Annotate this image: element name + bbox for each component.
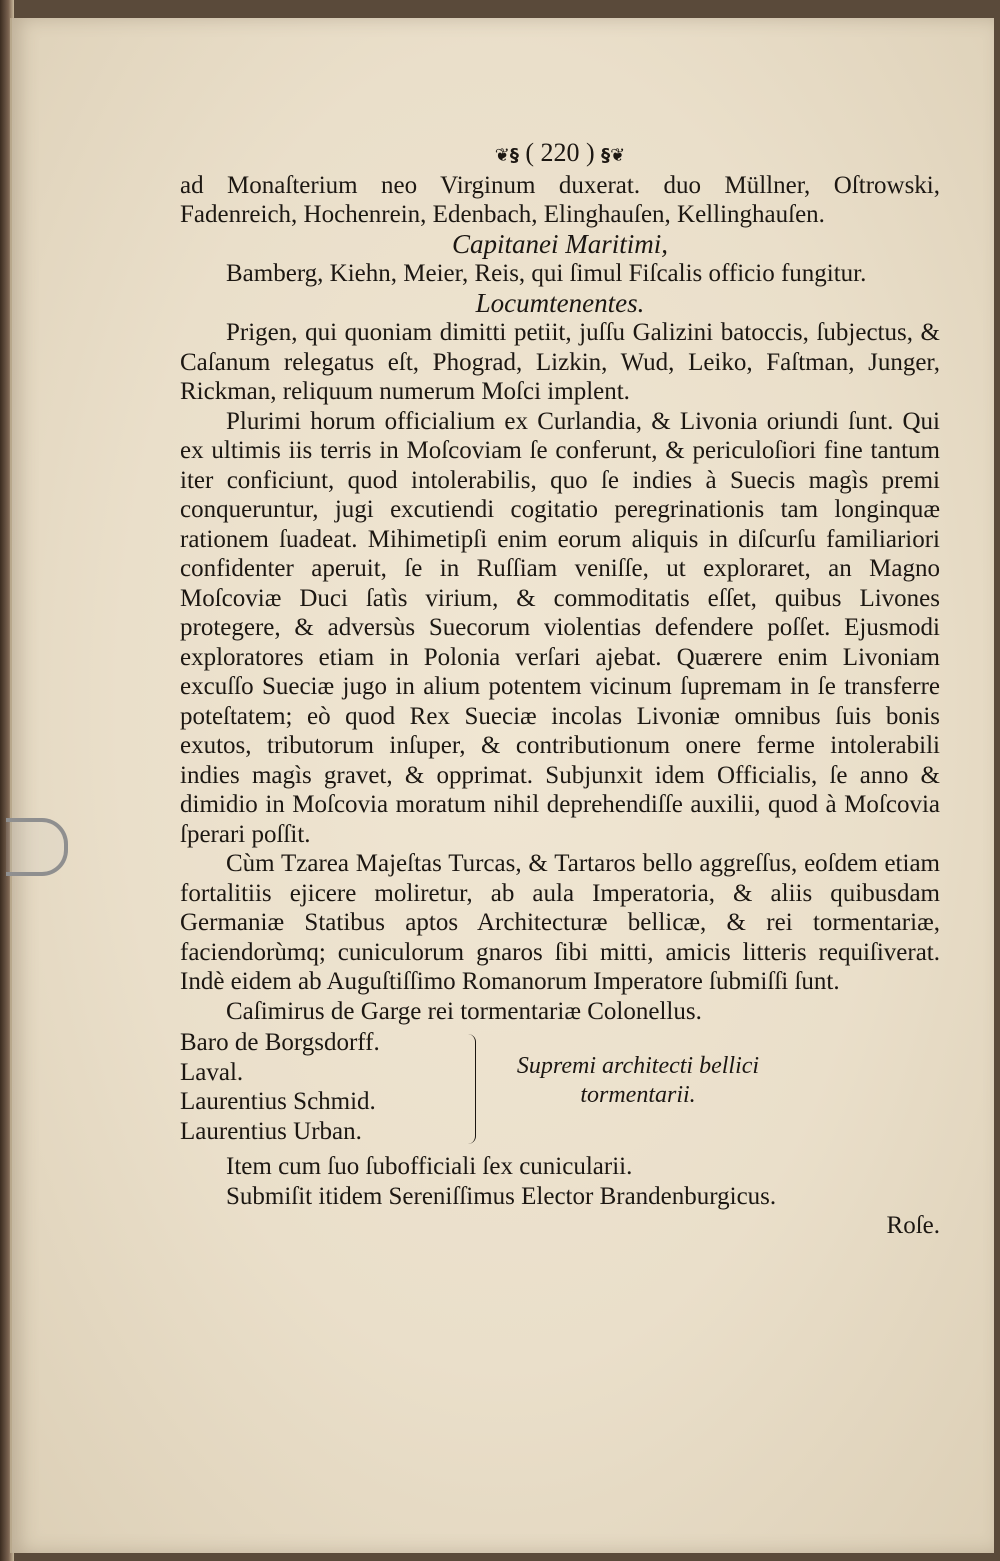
heading-capitanei: Capitanei Maritimi, [452,228,668,259]
catchword: Roſe. [886,1212,940,1239]
names-block [180,1028,940,1152]
paragraph-2: Bamberg, Kiehn, Meier, Reis, qui ſimul Fiſcalis officio fungitur. [226,260,867,287]
paragraph-7: Item cum ſuo ſubofficiali ſex cunicularii. [226,1153,633,1180]
page-clip [6,818,68,876]
paragraph-5: Cùm Tzarea Majeſtas Turcas, & Tartaros bello aggreſſus, eoſdem etiam fortalitiis ejicere moliretur, ab aula Imperatoria, & aliis quibusdam Germaniæ Statibus aptos Architecturæ bellicæ, & rei tormentariæ, faciendorùmq; cuniculorum gnaros ſibi mitti, amicis litteris requiſiverat. Indè eidem ab Auguſtiſſimo Romanorum Imperatore ſubmiſſi ſunt. [180,850,940,995]
page-header [180,138,940,171]
paragraph-3: Prigen, qui quoniam dimitti petiit, juſſu Galizini batoccis, ſubjectus, & Caſanum relegatus eſt, Phograd, Lizkin, Wud, Leiko, Faſtman, Junger, Rickman, reliquum numerum Moſci implent. [180,319,940,405]
paragraph-6: Caſimirus de Garge rei tormentariæ Colonellus. [226,997,702,1025]
page-text [180,138,940,1241]
brace-icon [465,1034,476,1144]
names-list [180,1028,380,1146]
ornament-left-icon: ❦§ [494,145,519,166]
brace-label [498,1052,778,1110]
paragraph-8: Submiſit itidem Sereniſſimus Elector Brandenburgicus. [226,1182,777,1210]
name-item: Baro de Borgsdorff. [180,1029,380,1056]
paragraph-1: ad Monaſterium neo Virginum duxerat. duo Müllner, Oſtrowski, Fadenreich, Hochenrein, Edenbach, Elinghauſen, Kellinghauſen. [180,171,940,228]
name-item: Laurentius Schmid. [180,1088,376,1115]
brace-label-line2: tormentarii. [580,1082,696,1108]
brace-label-line1: Supremi architecti bellici [516,1053,760,1079]
ornament-right-icon: §❦ [601,145,626,166]
heading-locumtenentes: Locumtenentes. [475,287,645,318]
paragraph-4: Plurimi horum officialium ex Curlandia, & Livonia oriundi ſunt. Qui ex ultimis iis terris in Moſcoviam ſe conferunt, & periculoſiori fine tantum iter conficiunt, quod intolerabilis, quo ſe indies à Suecis magìs premi conqueruntur, jugi excutiendi cogitatio peregrinationis tam longinquæ rationem ſuadeat. Mihimetipſi enim eorum aliquis in diſcurſu familiariori confidenter aperuit, ſe in Ruſſiam veniſſe, ut exploraret, an Magno Moſcoviæ Duci ſatìs virium, & commoditatis eſſet, quibus Livones protegere, & adversùs Suecorum violentias defendere poſſet. Ejusmodi exploratores etiam in Polonia verſari ajebat. Quærere enim Livoniam excuſſo Sueciæ jugo in alium potentem vicinum ſupremam in ſe transferre poteſtatem; eò quod Rex Sueciæ incolas Livoniæ omnibus ſuis bonis exutos, tributorum inſuper, & contributionum onere ferme intolerabili indies magìs gravet, & opprimat. Subjunxit idem Officialis, ſe anno & dimidio in Moſcovia moratum nihil deprehendiſſe auxilii, quod à Moſcovia ſperari poſſit. [180,407,940,848]
name-item: Laurentius Urban. [180,1117,362,1145]
name-item: Laval. [180,1058,244,1086]
page-number: ( 220 ) [525,138,595,167]
